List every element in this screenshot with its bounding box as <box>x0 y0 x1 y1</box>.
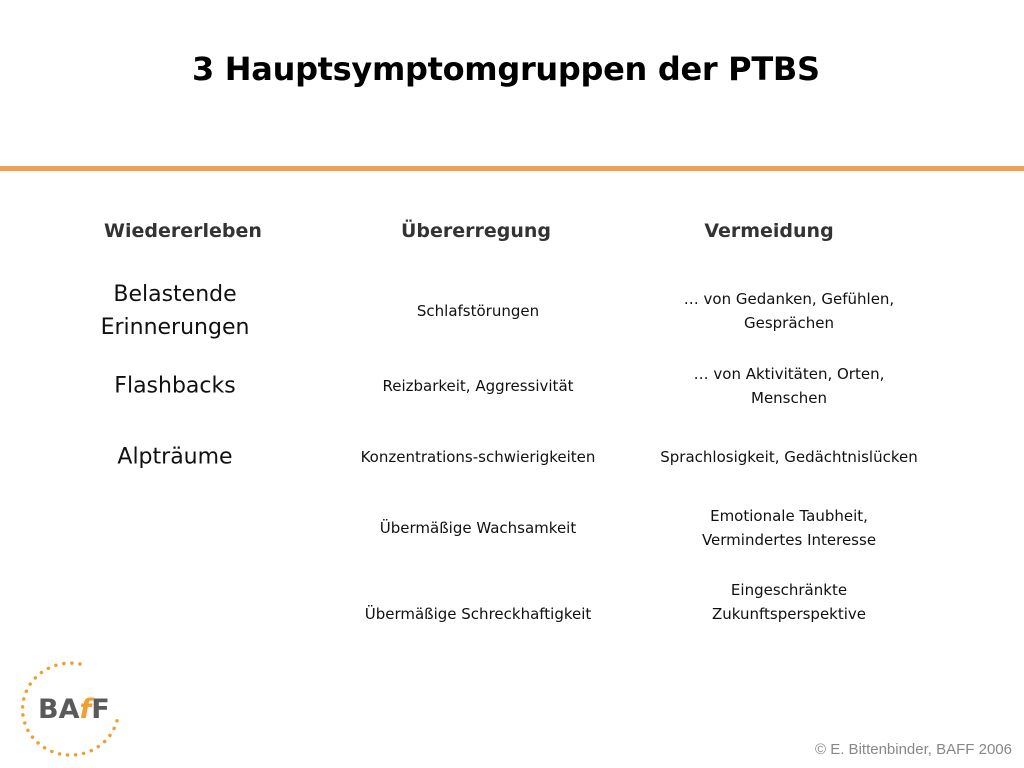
symptom-wachsamkeit: Übermäßige Wachsamkeit <box>379 519 577 537</box>
slide-title: 3 Hauptsymptomgruppen der PTBS <box>192 50 820 88</box>
symptom-sprachlosigkeit: Sprachlosigkeit, Gedächtnislücken <box>660 448 918 466</box>
symptom-alptraeume: Alpträume <box>117 444 233 470</box>
symptom-zukunftsperspektive: Eingeschränkte Zukunftsperspektive <box>711 581 867 623</box>
symptom-flashbacks: Flashbacks <box>114 373 236 399</box>
column-header-uebererregung: Übererregung <box>400 220 552 242</box>
baff-logo <box>10 656 128 760</box>
copyright-footer: © E. Bittenbinder, BAFF 2006 <box>815 741 1012 758</box>
column-header-vermeidung: Vermeidung <box>704 220 834 242</box>
symptom-reizbarkeit: Reizbarkeit, Aggressivität <box>382 377 574 395</box>
symptom-schlafstoerungen: Schlafstörungen <box>416 302 540 320</box>
symptom-schreckhaftigkeit: Übermäßige Schreckhaftigkeit <box>364 605 592 623</box>
symptom-vermeidung-gedanken: … von Gedanken, Gefühlen, Gesprächen <box>683 290 895 332</box>
symptom-belastende-erinnerungen: Belastende Erinnerungen <box>100 282 250 340</box>
column-header-wiedererleben: Wiedererleben <box>104 220 262 242</box>
symptom-vermeidung-aktivitaeten: … von Aktivitäten, Orten, Menschen <box>693 365 885 407</box>
symptom-emotionale-taubheit: Emotionale Taubheit, Vermindertes Interesse <box>701 507 877 549</box>
symptom-konzentration: Konzentrations-schwierigkeiten <box>360 448 596 466</box>
accent-divider <box>0 166 1024 171</box>
logo-wordmark: BAfF <box>38 694 110 725</box>
